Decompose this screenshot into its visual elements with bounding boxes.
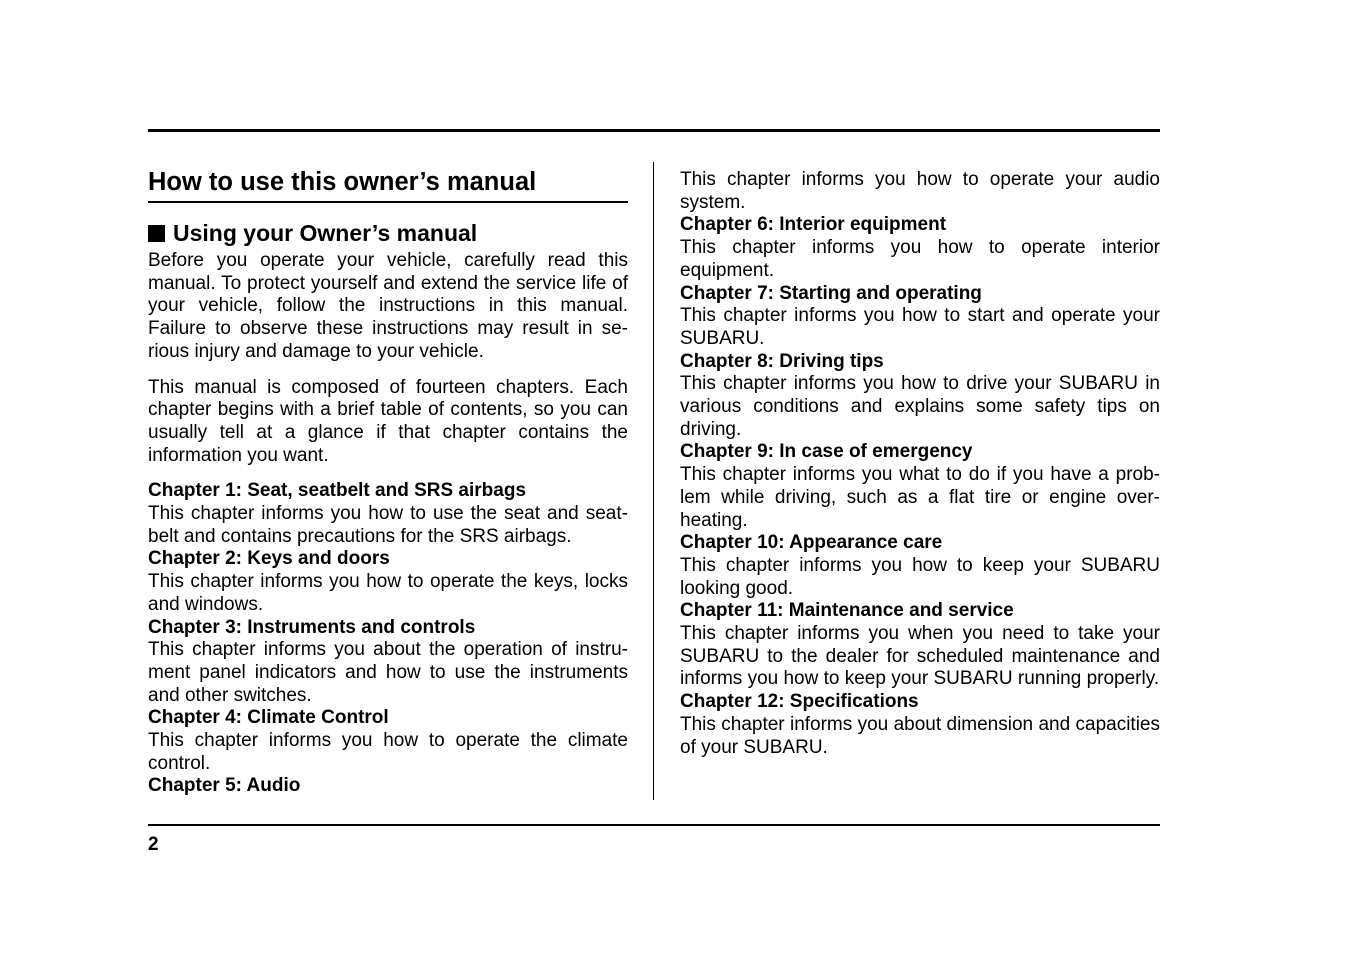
- chapter-description: This chapter informs you how to operate interior equipment.: [680, 237, 1160, 281]
- chapter-description: This chapter informs you when you need to take your SUBARU to the dealer for scheduled maintenance and informs you how to keep your SUBARU running properly.: [680, 623, 1160, 690]
- chapter-description: This chapter informs you about dimension and capacities of your SUBARU.: [680, 713, 1160, 758]
- chapter-title: Chapter 7: Starting and operating: [680, 282, 982, 304]
- page-title: How to use this owner’s manual: [148, 166, 628, 203]
- chapter-title: Chapter 10: Appearance care: [680, 532, 943, 554]
- chapter-title: Chapter 11: Maintenance and service: [680, 600, 1014, 622]
- chapter-title: Chapter 9: In case of emergency: [680, 441, 973, 463]
- bottom-rule: [148, 824, 1160, 826]
- black-square-icon: [148, 225, 165, 242]
- chapter-description: This chapter informs you how to drive your SUBARU in various conditions and explains some safety tips on driving.: [680, 373, 1160, 440]
- intro-paragraph: Before you operate your vehicle, carefully read this manual. To protect yourself and extend the service life of your vehicle, follow the instructions in this manual. Failure to observe these instructions may result in serious injury and damage to your vehicle.: [148, 250, 628, 362]
- page-number: 2: [148, 834, 159, 855]
- chapter-title: Chapter 12: Specifications: [680, 691, 919, 713]
- chapter-description: This chapter informs you what to do if you have a problem while driving, such as a flat tire or engine overheating.: [680, 464, 1160, 531]
- section-heading-text: Using your Owner’s manual: [173, 220, 478, 246]
- column-divider: [653, 162, 654, 800]
- top-rule: [148, 129, 1160, 132]
- chapter-description: This chapter informs you how to keep your SUBARU looking good.: [680, 554, 1160, 599]
- chapter-title: Chapter 3: Instruments and controls: [148, 616, 476, 638]
- chapter-title: Chapter 5: Audio: [148, 775, 301, 797]
- chapter-description: This chapter informs you how to operate the climate control.: [148, 730, 628, 774]
- chapter-description: This chapter informs you about the operation of instrument panel indicators and how to use the instruments and other switches.: [148, 639, 628, 706]
- chapter-description: This chapter informs you how to operate your audio system.: [680, 169, 1160, 213]
- chapter-title: Chapter 6: Interior equipment: [680, 214, 947, 236]
- chapter-description: This chapter informs you how to start and operate your SUBARU.: [680, 305, 1160, 349]
- chapter-description: This chapter informs you how to operate the keys, locks and windows.: [148, 571, 628, 615]
- chapter-title: Chapter 2: Keys and doors: [148, 548, 390, 570]
- left-column: [148, 166, 628, 798]
- chapter-title: Chapter 1: Seat, seatbelt and SRS airbags: [148, 480, 527, 502]
- section-heading: [148, 219, 628, 247]
- chapter-title: Chapter 8: Driving tips: [680, 350, 884, 372]
- right-column: [680, 169, 1160, 759]
- intro-paragraph: This manual is composed of fourteen chapters. Each chapter begins with a brief table of contents, so you can usually tell at a glance if that chapter contains the information you want.: [148, 376, 628, 466]
- chapter-list: [148, 480, 628, 798]
- chapter-description: This chapter informs you how to use the seat and seatbelt and contains precautions for the SRS airbags.: [148, 503, 628, 547]
- chapter-title: Chapter 4: Climate Control: [148, 707, 389, 729]
